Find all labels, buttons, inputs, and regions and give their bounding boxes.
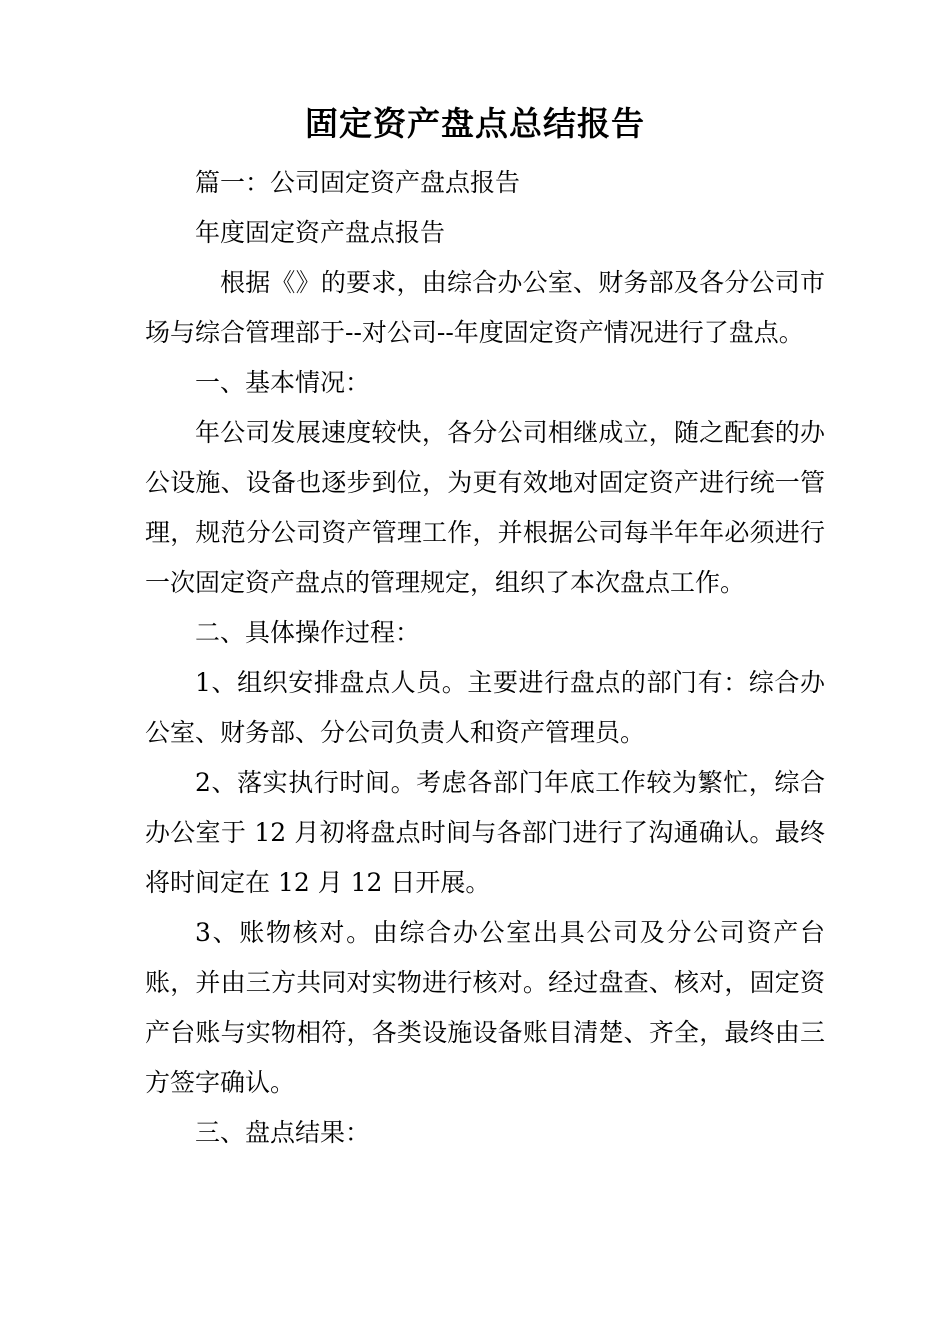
paragraph-subtitle: 年度固定资产盘点报告	[195, 218, 446, 247]
paragraph-step-2: 2、落实执行时间。考虑各部门年底工作较为繁忙，综合办公室于 12 月初将盘点时间与各部门进行了沟通确认。最终将时间定在 12 月 12 日开展。	[145, 768, 825, 897]
document-body	[145, 158, 825, 1158]
document-title: 固定资产盘点总结报告	[305, 104, 645, 143]
paragraph-heading-process: 二、具体操作过程：	[195, 618, 421, 647]
paragraph-intro: 根据《》的要求，由综合办公室、财务部及各分公司市场与综合管理部于--对公司--年度固定资产情况进行了盘点。	[145, 268, 825, 347]
paragraph-heading-results: 三、盘点结果：	[195, 1118, 371, 1147]
paragraph-basic-situation: 年公司发展速度较快，各分公司相继成立，随之配套的办公设施、设备也逐步到位，为更有效地对固定资产进行统一管理，规范分公司资产管理工作，并根据公司每半年年必须进行一次固定资产盘点的管理规定，组织了本次盘点工作。	[145, 418, 825, 597]
paragraph-step-1: 1、组织安排盘点人员。主要进行盘点的部门有：综合办公室、财务部、分公司负责人和资产管理员。	[145, 668, 825, 747]
paragraph-heading-basic: 一、基本情况：	[195, 368, 371, 397]
paragraph-section-heading: 篇一：公司固定资产盘点报告	[195, 168, 521, 197]
paragraph-step-3: 3、账物核对。由综合办公室出具公司及分公司资产台账，并由三方共同对实物进行核对。经过盘查、核对，固定资产台账与实物相符，各类设施设备账目清楚、齐全，最终由三方签字确认。	[145, 918, 825, 1097]
